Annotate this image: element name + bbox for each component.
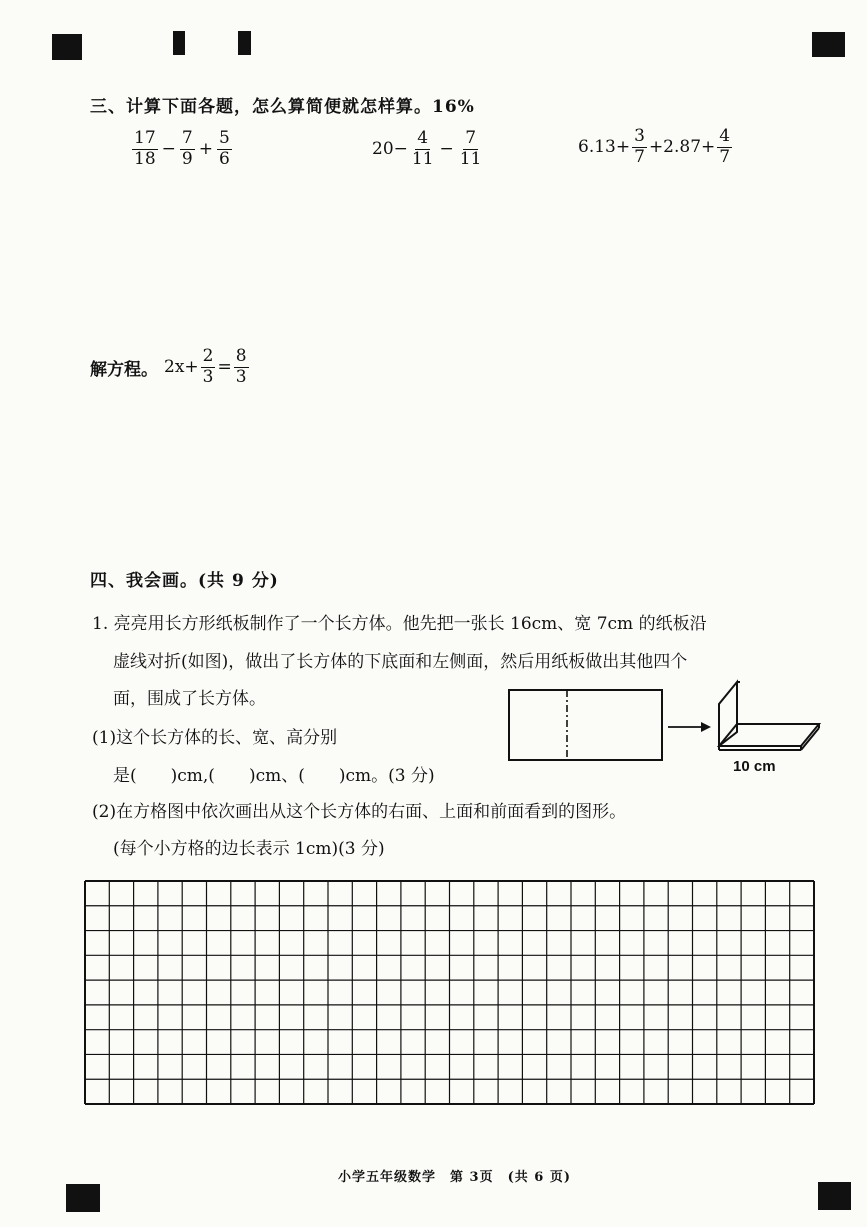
- folding-figure: [505, 676, 830, 778]
- page-footer: 小学五年级数学 第 3页 (共 6 页): [338, 1170, 571, 1185]
- expression-2: 20− $\frac{4}{11}$ − $\frac{7}{11}$: [372, 128, 482, 169]
- section4-title: 四、我会画。(共 9 分): [90, 571, 279, 591]
- question-1-line-1: 1. 亮亮用长方形纸板制作了一个长方体。他先把一张长 16cm、宽 7cm 的纸板沿: [92, 614, 707, 634]
- equation: 解方程。 2x+ $\frac{2}{3}$ = $\frac{8}{3}$: [90, 346, 247, 387]
- square-grid[interactable]: [84, 880, 815, 1105]
- registration-mark-top-left: [52, 34, 82, 60]
- sub-question-2-line-1: (2)在方格图中依次画出从这个长方体的右面、上面和前面看到的图形。: [92, 802, 627, 822]
- question-1-line-3: 面，围成了长方体。: [113, 689, 266, 709]
- equation-label: 解方程。: [90, 359, 158, 380]
- question-1-line-2: 虚线对折(如图)，做出了长方体的下底面和左侧面，然后用纸板做出其他四个: [113, 652, 688, 672]
- fraction: $\frac{7}{9}$: [181, 128, 193, 169]
- figure-dimension-label: 10 cm: [733, 758, 776, 775]
- sub-question-2-line-2: (每个小方格的边长表示 1cm)(3 分): [113, 839, 385, 859]
- grid-lines: [84, 880, 815, 1105]
- sub-question-1-line-2: 是( )cm,( )cm、( )cm。(3 分): [113, 766, 435, 786]
- fraction: $\frac{2}{3}$: [202, 346, 214, 387]
- section3-title: 三、计算下面各题，怎么算简便就怎样算。16%: [90, 97, 475, 117]
- registration-mark-bottom-right: [818, 1182, 851, 1210]
- registration-mark-top-1: [173, 31, 185, 55]
- fraction: $\frac{4}{11}$: [411, 128, 434, 169]
- folding-figure-drawing: [505, 676, 830, 778]
- expression-3: 6.13+ $\frac{3}{7}$ +2.87+ $\frac{4}{7}$: [578, 126, 731, 167]
- registration-mark-bottom-left: [66, 1184, 100, 1212]
- fraction: $\frac{17}{18}$: [134, 128, 156, 169]
- fraction: $\frac{8}{3}$: [235, 346, 247, 387]
- registration-mark-top-2: [238, 31, 251, 55]
- fraction: $\frac{7}{11}$: [459, 128, 482, 169]
- registration-mark-top-right: [812, 32, 845, 57]
- sub-question-1-line-1: (1)这个长方体的长、宽、高分别: [92, 728, 338, 748]
- expression-1: $\frac{17}{18}$ − $\frac{7}{9}$ + $\frac{5}{6}$: [134, 128, 230, 169]
- fraction: $\frac{4}{7}$: [719, 126, 731, 167]
- fraction: $\frac{5}{6}$: [218, 128, 230, 169]
- fraction: $\frac{3}{7}$: [634, 126, 645, 167]
